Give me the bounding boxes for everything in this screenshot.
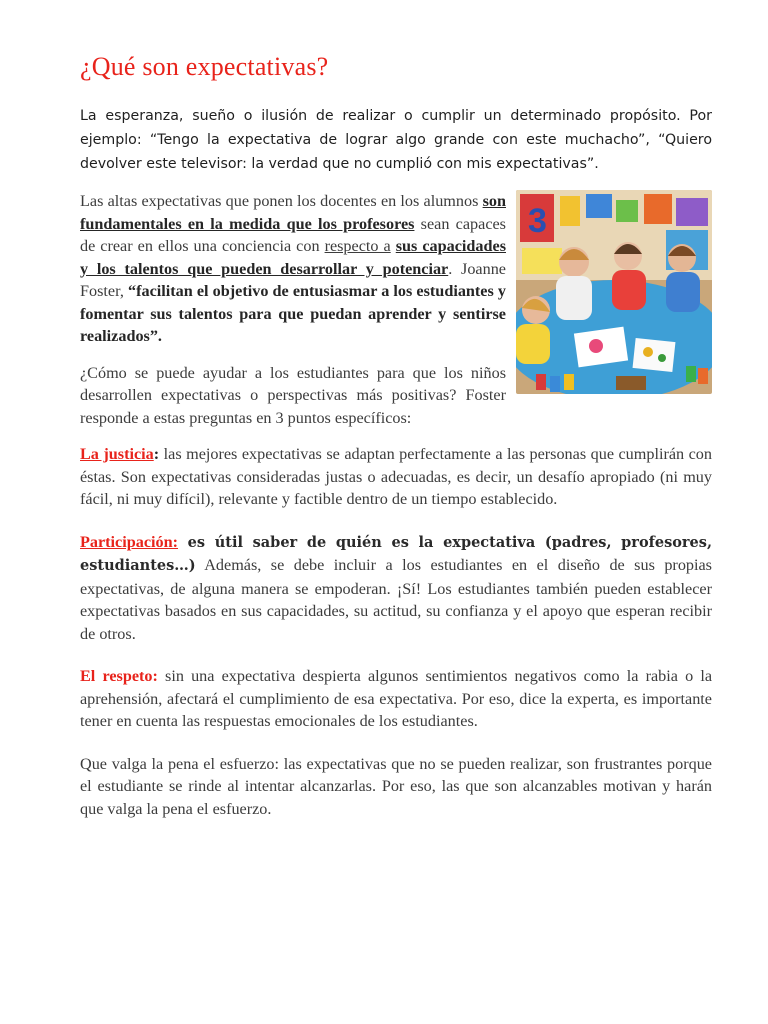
- p1-emphasis-capacidades: sus capacidades y los talentos que pueden desarrollar y potenciar: [80, 237, 506, 278]
- section-justicia: [80, 443, 712, 511]
- section-label-justicia: La justicia: [80, 445, 154, 463]
- page-title: ¿Qué son expectativas?: [80, 52, 329, 81]
- p1-text-c: . Joanne Foster,: [80, 259, 506, 300]
- section-label-participacion: Participación:: [80, 532, 179, 551]
- p1-underlined-respecto: respecto a: [324, 237, 391, 255]
- children-painting-photo-icon: [516, 190, 712, 394]
- question-paragraph: ¿Cómo se puede ayudar a los estudiantes para que los niños desarrollen expectativas o perspectivas más positivas? Foster responde a estas preguntas en 3 puntos específicos:: [80, 363, 506, 427]
- closing-paragraph: Que valga la pena el esfuerzo: las expectativas que no se pueden realizar, son frustrantes porque el estudiante se rinde al intentar alcanzarlas. Por eso, las que son alcanzables motivan y harán que valga la pena el esfuerzo.: [80, 754, 712, 818]
- intro-paragraph: La esperanza, sueño o ilusión de realizar o cumplir un determinado propósito. Por ejemplo: “Tengo la expectativa de lograr algo grande con este muchacho”, “Quiero devolver este televisor: la verdad que no cumplió con mis expectativas”.: [80, 108, 712, 172]
- section-text-respeto: sin una expectativa despierta algunos sentimientos negativos como la rabia o la aprehensión, afectará el cumplimiento de esa expectativa. Por eso, dice la experta, es importante tener en cuenta las respuestas emocionales de los estudiantes.: [80, 667, 713, 730]
- p1-quote-foster: “facilitan el objetivo de entusiasmar a los estudiantes y fomentar sus talentos para que puedan aprender y sentirse realizados”.: [80, 282, 506, 345]
- section-text-justicia: las mejores expectativas se adaptan perfectamente a las personas que cumplirán con éstas. Son expectativas consideradas justas o adecuadas, es decir, un desafío apropiado (ni muy fácil, ni muy difícil), relevante y factible dentro de un tiempo establecido.: [80, 445, 712, 508]
- section-participacion: [80, 531, 712, 646]
- section-sep-justicia: :: [153, 445, 164, 463]
- lead-block: [80, 190, 712, 443]
- section-respeto: [80, 665, 712, 733]
- section-bold-participacion: es útil saber de quién es la expectativa (padres, profesores, estudiantes…): [80, 533, 712, 574]
- classroom-photo: [516, 190, 712, 394]
- svg-text:3: 3: [528, 202, 547, 240]
- section-label-respeto: El respeto:: [80, 667, 158, 685]
- document-page: [80, 52, 712, 840]
- p1-text-b: sean capaces de crear en ellos una conciencia con: [80, 214, 506, 255]
- p1-text-a: Las altas expectativas que ponen los docentes en los alumnos: [80, 192, 483, 210]
- p1-emphasis-fundamentales: son fundamentales en la medida que los profesores: [80, 192, 506, 233]
- section-text-participacion: Además, se debe incluir a los estudiantes en el diseño de sus propias expectativas, de alguna manera se empoderan. ¡Sí! Los estudiantes también pueden establecer expectativas basados en sus capacidades, su actitud, su confianza y el apoyo que esperan recibir de otros.: [80, 556, 712, 643]
